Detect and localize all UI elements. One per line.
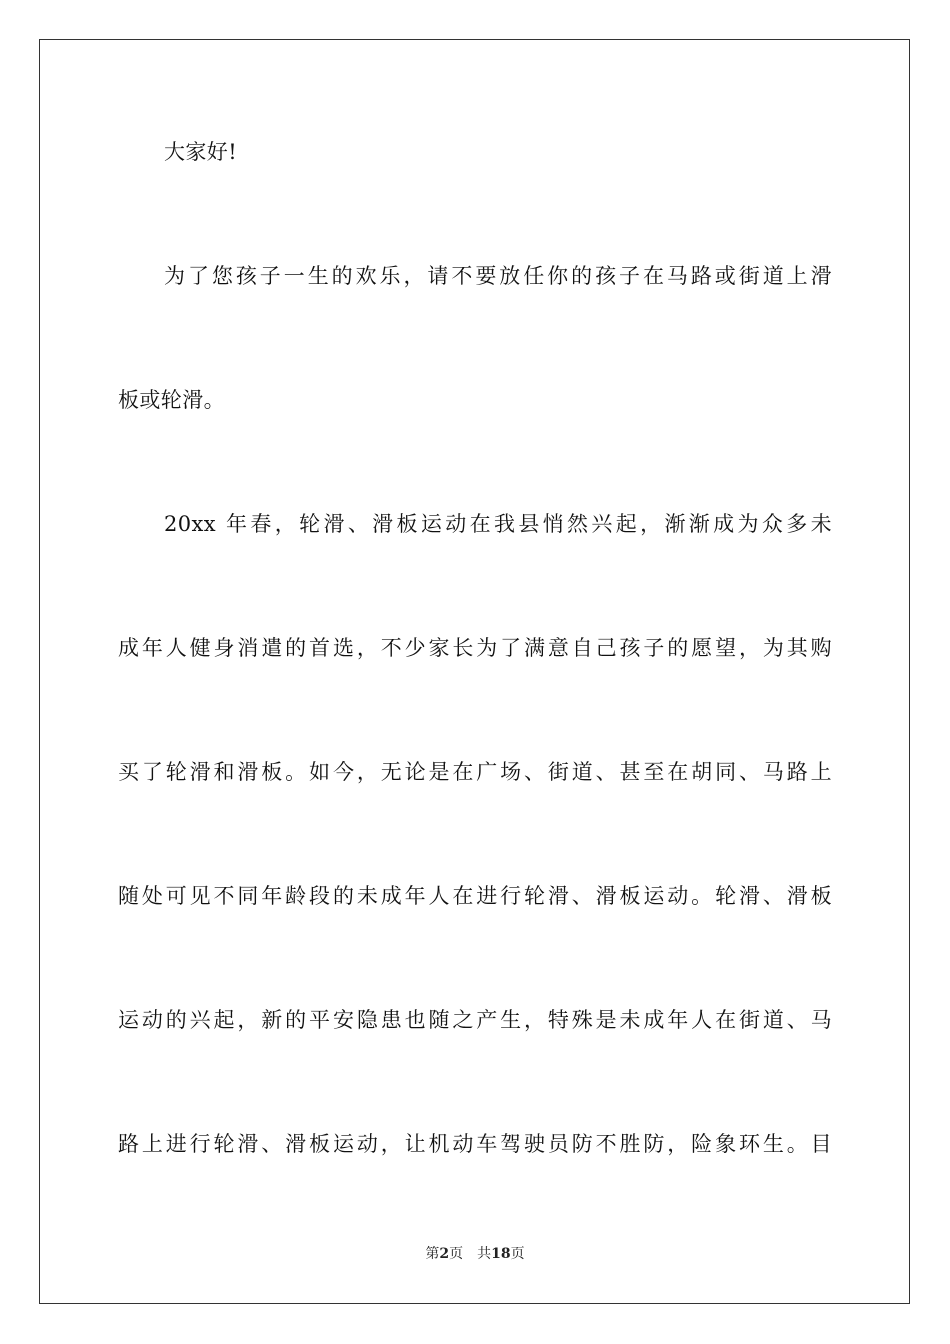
body-line: 20xx 年春，轮滑、滑板运动在我县悄然兴起，渐渐成为众多未 <box>164 512 832 536</box>
body-line: 买了轮滑和滑板。如今，无论是在广场、街道、甚至在胡同、马路上 <box>118 760 832 784</box>
total-prefix: 共 <box>477 1246 492 1262</box>
body-line: 为了您孩子一生的欢乐，请不要放任你的孩子在马路或街道上滑 <box>164 264 832 288</box>
body-line: 运动的兴起，新的平安隐患也随之产生，特殊是未成年人在街道、马 <box>118 1008 832 1032</box>
body-line: 成年人健身消遣的首选，不少家长为了满意自己孩子的愿望，为其购 <box>118 636 832 660</box>
page-number: 2 <box>439 1246 450 1262</box>
page-prefix: 第 <box>425 1246 440 1262</box>
body-line: 路上进行轮滑、滑板运动，让机动车驾驶员防不胜防，险象环生。目 <box>118 1132 832 1156</box>
page-border <box>39 39 910 1304</box>
greeting-line: 大家好! <box>164 140 238 164</box>
page-footer <box>0 1244 950 1264</box>
total-suffix: 页 <box>510 1246 525 1262</box>
body-line: 板或轮滑。 <box>118 388 225 412</box>
page-suffix: 页 <box>449 1246 464 1262</box>
total-pages: 18 <box>491 1246 511 1262</box>
body-line: 随处可见不同年龄段的未成年人在进行轮滑、滑板运动。轮滑、滑板 <box>118 884 832 908</box>
